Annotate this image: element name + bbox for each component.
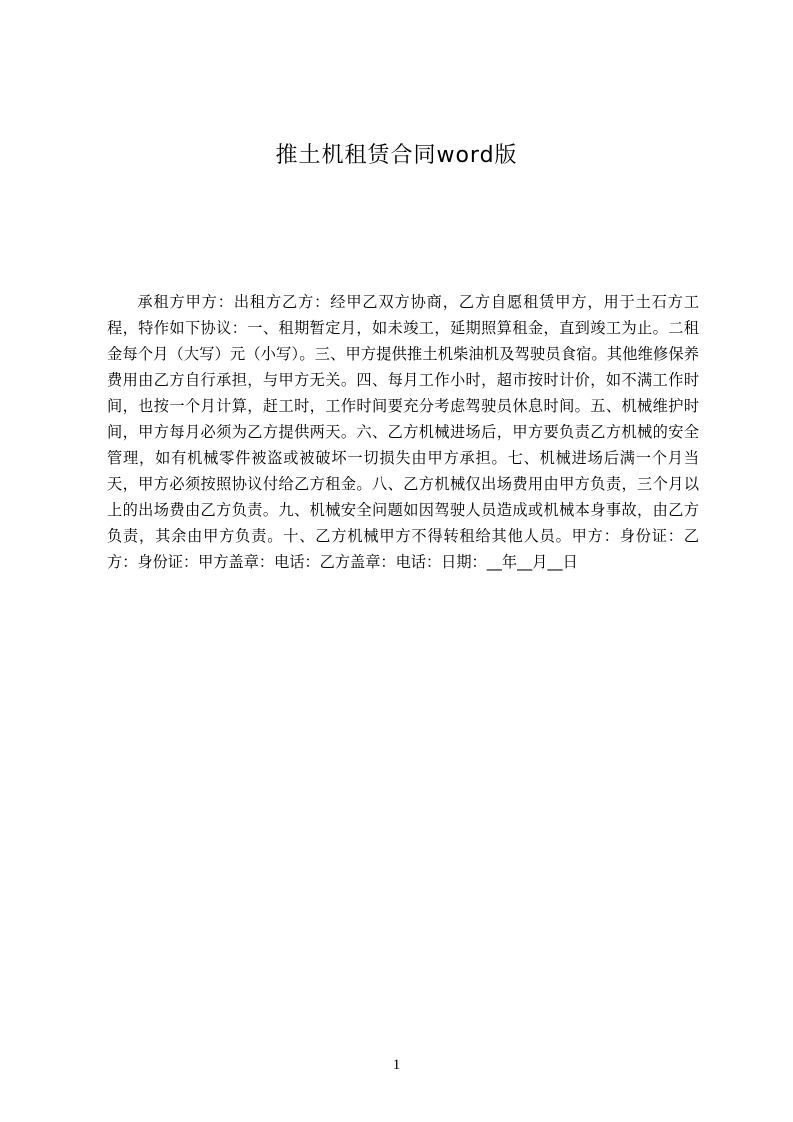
page-number: 1 bbox=[392, 1057, 401, 1073]
document-body-paragraph: 承租方甲方：出租方乙方：经甲乙双方协商，乙方自愿租赁甲方，用于土石方工程，特作如下协议：一、租期暂定月，如未竣工，延期照算租金，直到竣工为止。二租金每个月（大写）元（小写）。三、甲方提供推土机柴油机及驾驶员食宿。其他维修保养费用由乙方自行承担，与甲方无关。四、每月工作小时，超市按时计价，如不满工作时间，也按一个月计算，赶工时，工作时间要充分考虑驾驶员休息时间。五、机械维护时间，甲方每月必须为乙方提供两天。六、乙方机械进场后，甲方要负责乙方机械的安全管理，如有机械零件被盗或被破坏一切损失由甲方承担。七、机械进场后满一个月当天，甲方必须按照协议付给乙方租金。八、乙方机械仅出场费用由甲方负责，三个月以上的出场费由乙方负责。九、机械安全问题如因驾驶人员造成或机械本身事故，由乙方负责，其余由甲方负责。十、乙方机械甲方不得转租给其他人员。甲方：身份证：乙方：身份证：甲方盖章：电话：乙方盖章：电话：日期：__年__月__日 bbox=[107, 293, 699, 571]
document-title: 推土机租赁合同word版 bbox=[275, 143, 518, 168]
